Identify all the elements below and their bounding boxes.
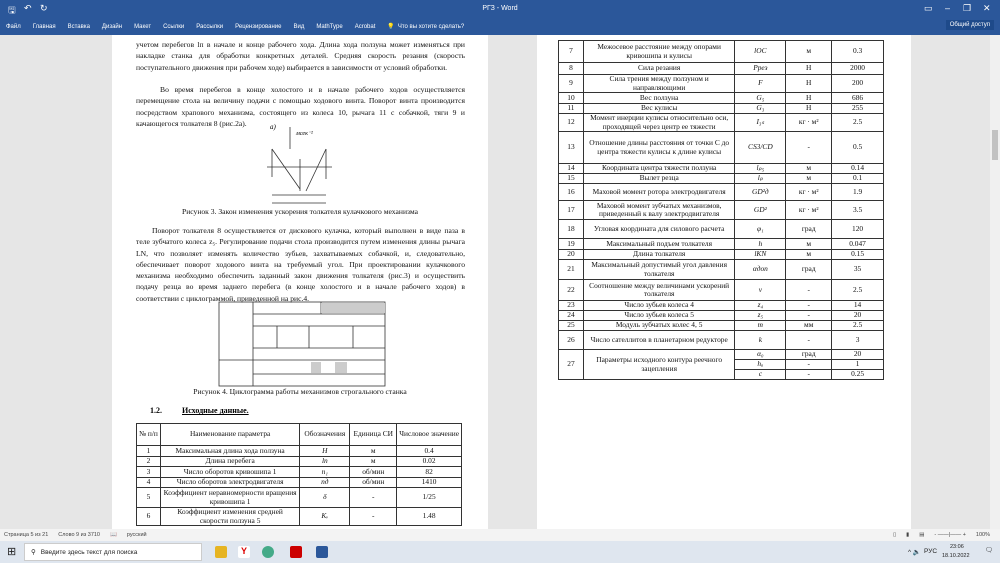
param-name: Сила трения между ползуном и направляющими	[583, 75, 734, 93]
param-symbol: GD²д	[735, 184, 786, 201]
maximize-button[interactable]: ❐	[963, 3, 972, 13]
param-symbol: m	[735, 321, 786, 331]
table-row	[559, 311, 884, 321]
table-row	[559, 75, 884, 93]
paragraph: Во время перебегов в конце холостого и в начале рабочего ходов осуществляется перемещение стола на величину подачи с помощью ходового винта. Поворот винта производится посредством храпового механизма, состоящего из колеса 10, рычага 11 с собачкой, тяги 9 и качающегося толкателя 8 (рис.2а).	[136, 85, 465, 128]
row-number: 20	[559, 250, 584, 260]
input-language[interactable]: РУС	[924, 548, 938, 555]
param-symbol: φ₁	[735, 220, 786, 239]
web-layout-icon[interactable]: ▤	[919, 532, 925, 538]
tab-mathtype[interactable]: MathType	[316, 23, 343, 30]
param-value: 0.4	[397, 446, 462, 457]
parameters-table-left	[136, 423, 462, 526]
scrollbar-thumb[interactable]	[992, 130, 998, 160]
header-cell: Числовое значение	[397, 424, 462, 446]
taskbar	[0, 541, 1000, 563]
tab-insert[interactable]: Вставка	[67, 23, 90, 30]
table-row	[137, 478, 462, 488]
figure-4-cyclogram	[217, 300, 387, 388]
paragraph: Поворот толкателя 8 осуществляется от дискового кулачка, который выполнен в виде паза в теле зубчатого колеса z₅. Регулирование подачи стола производится путем изменения длины рычага LN, что позволяет изменять количество зубьев, захватываемых собачкой, и, следовательно, обеспечивает поворот ходового винта на требуемый угол. При проектировании кулачкового механизма необходимо обеспечить заданный закон движения толкателя (рис.3) и осуществить подачу резца во время заднего перебега (в конце холостого и в начале рабочего ходов) в соответствии с циклограммой, приведенной на рис.4.	[136, 226, 465, 303]
param-unit: об/мин	[350, 478, 397, 488]
header-cell: Наименование параметра	[160, 424, 299, 446]
param-unit: м	[350, 446, 397, 457]
tab-references[interactable]: Ссылки	[163, 23, 185, 30]
read-mode-icon[interactable]: ▯	[893, 532, 897, 538]
table-header-row	[137, 424, 462, 446]
param-unit: м	[786, 250, 832, 260]
clock-time[interactable]: 23:06	[950, 544, 964, 550]
table-row	[559, 104, 884, 114]
param-name: Маховой момент зубчатых механизмов, приведенный к валу электродвигателя	[583, 201, 734, 220]
row-number: 12	[559, 114, 584, 132]
param-value: 0.15	[832, 250, 884, 260]
param-name: Максимальный подъем толкателя	[583, 239, 734, 250]
table-row	[559, 250, 884, 260]
table-row	[137, 457, 462, 467]
close-button[interactable]: ✕	[983, 3, 991, 13]
row-number: 4	[137, 478, 161, 488]
param-unit: -	[786, 280, 832, 301]
param-unit: Н	[786, 75, 832, 93]
param-unit: град	[786, 220, 832, 239]
zoom-slider[interactable]: - ——|—— +	[934, 532, 966, 538]
tell-me-search[interactable]: Что вы хотите сделать?	[397, 23, 465, 30]
param-symbol: I₃ₛ	[735, 114, 786, 132]
table-row	[559, 280, 884, 301]
row-number: 25	[559, 321, 584, 331]
param-unit: об/мин	[350, 467, 397, 478]
param-name: Число зубьев колеса 4	[583, 301, 734, 311]
row-number: 19	[559, 239, 584, 250]
row-number: 13	[559, 132, 584, 164]
header-cell: № п/п	[137, 424, 161, 446]
param-symbol: Kᵥ	[300, 508, 350, 526]
tab-acrobat[interactable]: Acrobat	[354, 23, 376, 30]
table-row	[559, 321, 884, 331]
table-row	[137, 446, 462, 457]
param-value: 2.5	[832, 321, 884, 331]
param-symbol: δ	[300, 488, 350, 508]
svg-text:мсек⁻²: мсек⁻²	[296, 131, 313, 137]
param-value: 0.1	[832, 174, 884, 184]
param-name: Межосевое расстояние между опорами кривошипа и кулисы	[583, 41, 734, 63]
table-row	[559, 260, 884, 280]
row-number: 15	[559, 174, 584, 184]
tray-icons[interactable]: ^ 🔈	[908, 549, 921, 556]
figure-3-graph	[262, 119, 342, 209]
param-name: Вес кулисы	[583, 104, 734, 114]
table-row	[559, 63, 884, 75]
param-symbol: G₅	[735, 93, 786, 104]
param-value: 0.14	[832, 164, 884, 174]
row-number: 10	[559, 93, 584, 104]
table-row	[137, 488, 462, 508]
row-number: 5	[137, 488, 161, 508]
param-value: 14	[832, 301, 884, 311]
param-symbol: ν	[735, 280, 786, 301]
param-value: 1.9	[832, 184, 884, 201]
param-name: Длина перебега	[160, 457, 299, 467]
row-number: 8	[559, 63, 584, 75]
param-symbol: CS3/CD	[735, 132, 786, 164]
save-icon[interactable]: 🖫	[8, 5, 16, 15]
row-number: 18	[559, 220, 584, 239]
param-unit: -	[786, 331, 832, 350]
language[interactable]: русский	[126, 532, 147, 538]
taskbar-search[interactable]	[24, 543, 202, 561]
header-cell: Обозначения	[300, 424, 350, 446]
section-number: 1.2.	[150, 406, 162, 415]
param-symbol: lₚ₅	[735, 164, 786, 174]
windows-start-icon[interactable]: ⊞	[7, 546, 17, 558]
row-number: 17	[559, 201, 584, 220]
param-symbol: αдоп	[735, 260, 786, 280]
minimize-button[interactable]: –	[945, 3, 951, 13]
param-name: Сила резания	[583, 63, 734, 75]
param-symbol: z₄	[735, 301, 786, 311]
notifications-icon[interactable]: 🗨	[985, 547, 994, 554]
param-symbol: H	[300, 446, 350, 457]
param-unit: -	[786, 360, 832, 370]
yandex-browser-icon[interactable]: Y	[238, 546, 250, 558]
table-row	[559, 239, 884, 250]
param-symbol: lп	[300, 457, 350, 467]
param-name: Максимальная длина хода ползуна	[160, 446, 299, 457]
row-number: 27	[559, 350, 584, 380]
page-right	[537, 35, 911, 529]
param-symbol: k	[735, 331, 786, 350]
param-symbol: Pрез	[735, 63, 786, 75]
undo-icon[interactable]: ↶	[24, 3, 32, 13]
param-symbol: GD²	[735, 201, 786, 220]
param-name: Число сателлитов в планетарном редукторе	[583, 331, 734, 350]
param-name: Число оборотов электродвигателя	[160, 478, 299, 488]
row-number: 26	[559, 331, 584, 350]
param-value: 0.5	[832, 132, 884, 164]
row-number: 21	[559, 260, 584, 280]
param-name: Отношение длины расстояния от точки С до центра тяжести кулисы к длине кулисы	[583, 132, 734, 164]
tab-layout[interactable]: Макет	[134, 23, 152, 30]
param-unit: град	[786, 350, 832, 360]
param-symbol: α₀	[735, 350, 786, 360]
param-name: Вылет резца	[583, 174, 734, 184]
param-value: 120	[832, 220, 884, 239]
param-value: 686	[832, 93, 884, 104]
param-unit: м	[786, 239, 832, 250]
param-value: 3.5	[832, 201, 884, 220]
param-unit: -	[350, 488, 397, 508]
param-value: 200	[832, 75, 884, 93]
svg-text:a): a)	[270, 123, 276, 131]
row-number: 23	[559, 301, 584, 311]
figure-caption: Рисунок 4. Циклограмма работы механизмов строгального станка	[193, 387, 407, 396]
row-number: 7	[559, 41, 584, 63]
param-unit: м	[786, 41, 832, 63]
tab-design[interactable]: Дизайн	[101, 23, 123, 30]
param-value: 1.48	[397, 508, 462, 526]
param-name: Соотношение между величинами ускорений толкателя	[583, 280, 734, 301]
proofing-icon[interactable]: 📖	[110, 532, 117, 538]
param-name: Угловая координата для силового расчета	[583, 220, 734, 239]
param-symbol: h	[735, 239, 786, 250]
param-symbol: hₐ	[735, 360, 786, 370]
param-value: 1410	[397, 478, 462, 488]
figure-caption: Рисунок 3. Закон изменения ускорения толкателя кулачкового механизма	[181, 207, 419, 216]
param-symbol: lₚ	[735, 174, 786, 184]
param-unit: кг · м²	[786, 201, 832, 220]
param-value: 82	[397, 467, 462, 478]
param-symbol: z₅	[735, 311, 786, 321]
section-title: Исходные данные.	[182, 406, 249, 415]
table-row	[559, 220, 884, 239]
file-explorer-icon[interactable]	[215, 546, 227, 558]
search-icon: ⚲	[31, 549, 36, 556]
param-unit: м	[786, 164, 832, 174]
tab-mailings[interactable]: Рассылки	[196, 23, 224, 30]
param-name: Координата центра тяжести ползуна	[583, 164, 734, 174]
share-button[interactable]: Общий доступ	[946, 20, 994, 30]
status-bar	[0, 529, 1000, 541]
param-unit: м	[786, 174, 832, 184]
param-value: 20	[832, 350, 884, 360]
ribbon-display-icon[interactable]: ▭	[924, 3, 933, 13]
param-name: Маховой момент ротора электродвигателя	[583, 184, 734, 201]
table-row	[559, 174, 884, 184]
param-unit: -	[786, 132, 832, 164]
param-unit: м	[350, 457, 397, 467]
row-number: 22	[559, 280, 584, 301]
vertical-scrollbar[interactable]	[990, 35, 1000, 529]
row-number: 6	[137, 508, 161, 526]
param-name: Коэффициент неравномерности вращения кривошипа 1	[160, 488, 299, 508]
param-unit: -	[786, 311, 832, 321]
table-row	[559, 184, 884, 201]
param-name: Число оборотов кривошипа 1	[160, 467, 299, 478]
app-icon[interactable]	[262, 546, 274, 558]
acrobat-icon[interactable]	[290, 546, 302, 558]
param-unit: -	[786, 370, 832, 380]
paragraph: учетом перебегов lп в начале и конце рабочего хода. Длина хода ползуна может изменяться при накладке станка для обработки конкретных деталей. Средняя скорость резания (скорость поступательного движения при рабочем ходе) выбирается в зависимости от условий обработки.	[136, 40, 465, 72]
document-canvas	[0, 35, 990, 529]
redo-icon[interactable]: ↻	[40, 3, 48, 13]
parameters-table-right	[558, 40, 884, 380]
param-value: 0.3	[832, 41, 884, 63]
row-number: 9	[559, 75, 584, 93]
table-row	[559, 331, 884, 350]
param-symbol: G₃	[735, 104, 786, 114]
title-bar	[0, 0, 1000, 18]
param-value: 35	[832, 260, 884, 280]
word-icon[interactable]	[316, 546, 328, 558]
print-layout-icon[interactable]: ▮	[906, 532, 910, 538]
table-row	[559, 164, 884, 174]
page-count[interactable]: Страница 5 из 21	[4, 532, 49, 538]
param-name: Модуль зубчатых колес 4, 5	[583, 321, 734, 331]
table-row	[559, 350, 884, 360]
param-symbol: lKN	[735, 250, 786, 260]
row-number: 11	[559, 104, 584, 114]
param-name: Длина толкателя	[583, 250, 734, 260]
param-value: 0.25	[832, 370, 884, 380]
param-value: 20	[832, 311, 884, 321]
param-name: Максимальный допустимый угол давления толкателя	[583, 260, 734, 280]
table-row	[559, 132, 884, 164]
tab-home[interactable]: Главная	[32, 23, 56, 30]
param-value: 2000	[832, 63, 884, 75]
param-unit: -	[786, 301, 832, 311]
lightbulb-icon: 💡	[387, 24, 395, 30]
param-name: Момент инерции кулисы относительно оси, проходящей через центр ее тяжести	[583, 114, 734, 132]
clock-date[interactable]: 18.10.2022	[942, 553, 970, 559]
search-placeholder: Введите здесь текст для поиска	[40, 548, 138, 556]
param-value: 1/25	[397, 488, 462, 508]
param-name: Коэффициент изменения средней скорости ползуна 5	[160, 508, 299, 526]
param-value: 0.02	[397, 457, 462, 467]
word-count[interactable]: Слово 9 из 3710	[58, 532, 100, 538]
tab-file[interactable]: Файл	[6, 23, 21, 30]
param-name: Параметры исходного контура реечного зацепления	[583, 350, 734, 380]
param-value: 2.5	[832, 280, 884, 301]
row-number: 14	[559, 164, 584, 174]
ribbon-tabs	[0, 18, 1000, 35]
table-row	[137, 508, 462, 526]
row-number: 3	[137, 467, 161, 478]
zoom-level[interactable]: 100%	[975, 532, 990, 538]
param-name: Вес ползуна	[583, 93, 734, 104]
row-number: 24	[559, 311, 584, 321]
window-title: РГЗ - Word	[482, 5, 518, 12]
table-row	[559, 114, 884, 132]
param-name: Число зубьев колеса 5	[583, 311, 734, 321]
row-number: 16	[559, 184, 584, 201]
param-unit: кг · м²	[786, 184, 832, 201]
param-unit: кг · м²	[786, 114, 832, 132]
param-unit: Н	[786, 63, 832, 75]
param-unit: Н	[786, 104, 832, 114]
tab-view[interactable]: Вид	[293, 23, 305, 30]
param-value: 1	[832, 360, 884, 370]
param-value: 3	[832, 331, 884, 350]
page-left	[112, 35, 488, 529]
row-number: 2	[137, 457, 161, 467]
param-unit: мм	[786, 321, 832, 331]
param-symbol: c	[735, 370, 786, 380]
param-value: 0.047	[832, 239, 884, 250]
param-unit: Н	[786, 93, 832, 104]
table-row	[559, 41, 884, 63]
param-symbol: F	[735, 75, 786, 93]
param-value: 2.5	[832, 114, 884, 132]
param-symbol: lOC	[735, 41, 786, 63]
param-symbol: n₁	[300, 467, 350, 478]
table-row	[559, 201, 884, 220]
header-cell: Единица СИ	[350, 424, 397, 446]
param-symbol: nд	[300, 478, 350, 488]
table-row	[559, 93, 884, 104]
param-value: 255	[832, 104, 884, 114]
param-unit: -	[350, 508, 397, 526]
row-number: 1	[137, 446, 161, 457]
table-row	[559, 301, 884, 311]
param-unit: град	[786, 260, 832, 280]
table-row	[137, 467, 462, 478]
tab-review[interactable]: Рецензирование	[235, 23, 282, 30]
